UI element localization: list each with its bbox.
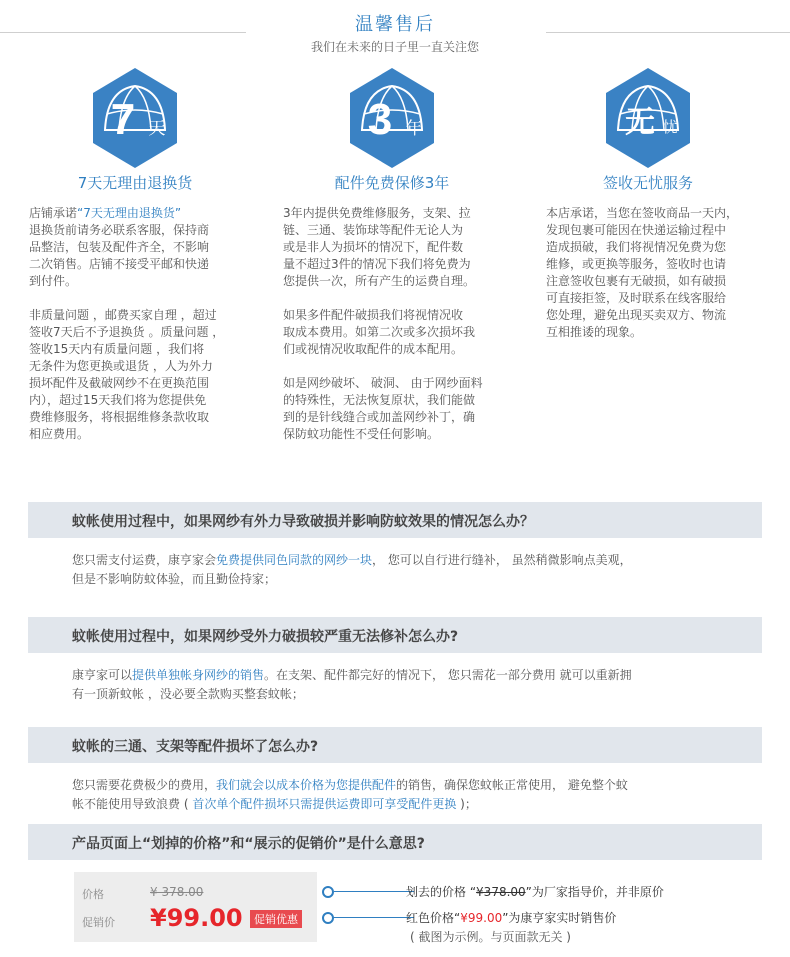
note-text: ”为厂家指导价，并非原价	[525, 885, 664, 899]
faq-answer-text: 。在支架、配件都完好的情况下， 您只需花一部分费用 就可以重新拥	[264, 668, 632, 682]
dome-tent-3-icon	[350, 68, 434, 168]
price-label: 价格	[82, 888, 104, 901]
note-text: 划去的价格 “	[406, 885, 477, 899]
promo-price: ¥99.00	[150, 904, 243, 932]
faq-answer-text: 帐不能使用导致浪费 (	[72, 797, 193, 811]
note-red-value: ¥99.00	[460, 911, 503, 925]
badge-3-big: 3	[367, 95, 393, 144]
faq-question: 蚊帐的三通、支架等配件损坏了怎么办?	[72, 739, 319, 755]
col1-intro: 店铺承诺	[29, 206, 78, 220]
faq-answer-text: 有一顶新蚊帐 ，没必要全款购买整套蚊帐；	[72, 687, 304, 701]
note-text: ”为康亨家实时销售价	[502, 911, 617, 925]
col1-highlight: “7天无理由退换货”	[77, 206, 182, 220]
policy-column-3years	[283, 205, 523, 460]
badge-7-caption: 7天无理由退换货	[77, 174, 193, 192]
faq-question-bar	[28, 824, 762, 860]
faq-answer-text: )；	[456, 797, 477, 811]
faq-answer-highlight: 我们就会以成本价格为您提供配件	[216, 778, 397, 792]
col1-para2: 非质量问题 ，邮费买家自理 ，超过 签收7天后不予退换货 。质量问题 ， 签收15天内有质量问题 ，我们将 无条件为您更换或退货 ，人为外力 损坏配件及截破网纱不在更换范围 内），超过15天我们将为您提供免 费维修服务，将根据维修条款收取 相应费用。	[29, 308, 225, 441]
faq-answer-highlight: 免费提供同色同款的网纱一块	[216, 553, 373, 567]
badge-wuyou-caption: 签收无忧服务	[602, 174, 693, 192]
badge-3-small: 年	[405, 119, 423, 139]
policy-column-7days	[29, 205, 259, 460]
badge-7-small: 天	[148, 119, 166, 139]
faq-answer-text: 您只需要花费极少的费用，	[72, 778, 217, 792]
dome-tent-wuyou-icon	[606, 68, 690, 168]
col2-para1: 3年内提供免费维修服务，支架、拉 链、三通、装饰球等配件无论人为 或是非人为损坏的情况下，配件数 量不超过3件的情况下我们将免费为 您提供一次，所有产生的运费自理。	[283, 206, 476, 288]
faq-question: 产品页面上“划掉的价格”和“展示的促销价”是什么意思?	[72, 836, 425, 852]
promo-price-label: 促销价	[82, 916, 115, 929]
note-strike-price: ¥378.00	[476, 885, 526, 899]
dome-tent-7-icon	[93, 68, 177, 168]
page-subtitle: 我们在未来的日子里一直关注您	[310, 40, 479, 54]
col2-para2: 如果多件配件破损我们将视情况收 取成本费用。如第二次或多次损坏我 们或视情况收取配件的成本配用。	[283, 308, 476, 356]
faq-question-bar	[28, 617, 762, 653]
promo-badge: 促销优惠	[250, 910, 302, 928]
note-text: 红色价格“	[406, 911, 461, 925]
badge-wuyou-big: 无	[625, 105, 655, 140]
faq-question: 蚊帐使用过程中，如果网纱受外力破损较严重无法修补怎么办?	[72, 629, 459, 645]
faq-question: 蚊帐使用过程中，如果网纱有外力导致破损并影响防蚊效果的情况怎么办？	[72, 514, 534, 530]
faq-answer	[72, 666, 732, 704]
page-title: 温馨售后	[355, 14, 435, 35]
faq-answer	[72, 551, 732, 589]
col3-para1: 本店承诺，当您在签收商品一天内， 发现包裹可能因在快递运输过程中 造成损破，我们将视情况免费为您 维修，或更换等服务，签收时也请 注意签收包裹有无破损，如有破损 可直接拒签，及时联系在线客服给 您处理，避免出现买卖双方、物流 互相推诿的现象。	[546, 206, 739, 339]
faq-answer-text: 您只需支付运费，康亨家会	[72, 553, 217, 567]
faq-answer-highlight: 提供单独帐身网纱的销售	[132, 668, 265, 682]
faq-question-bar	[28, 727, 762, 763]
faq-answer-text: 但是不影响防蚊体验，而且勤俭持家；	[72, 572, 277, 586]
faq-question-bar	[28, 502, 762, 538]
faq-answer-text: ， 您可以自行进行缝补， 虽然稍微影响点美观，	[372, 553, 632, 567]
badge-3-caption: 配件免费保修3年	[334, 174, 450, 192]
col2-para3: 如是网纱破坏、 破洞、 由于网纱面料 的特殊性，无法恢复原状，我们能做 到的是针线缝合或加盖网纱补丁，确 保防蚊功能性不受任何影响。	[283, 376, 483, 441]
faq-answer-highlight: 首次单个配件损坏只需提供运费即可享受配件更换	[192, 797, 457, 811]
col1-para1: 退换货前请务必联系客服，保持商 品整洁，包装及配件齐全，不影响 二次销售。店铺不接受平邮和快递 到付件。	[29, 223, 210, 288]
price-example-box	[74, 872, 317, 942]
faq-answer-text: 康亨家可以	[72, 668, 133, 682]
faq-answer	[72, 776, 732, 814]
note-red-price	[406, 909, 616, 926]
note-crossed-price	[406, 883, 664, 900]
crossed-out-price: ¥ 378.00	[150, 885, 204, 899]
faq-answer-text: 的销售，确保您蚊帐正常使用， 避免整个蚊	[396, 778, 628, 792]
note-disclaimer: ( 截图为示例。与页面款无关 )	[410, 930, 571, 944]
policy-column-worry-free	[546, 205, 776, 358]
section-header	[0, 0, 790, 60]
badge-7-big: 7	[110, 95, 136, 144]
badge-wuyou-small: 忧	[662, 118, 678, 136]
